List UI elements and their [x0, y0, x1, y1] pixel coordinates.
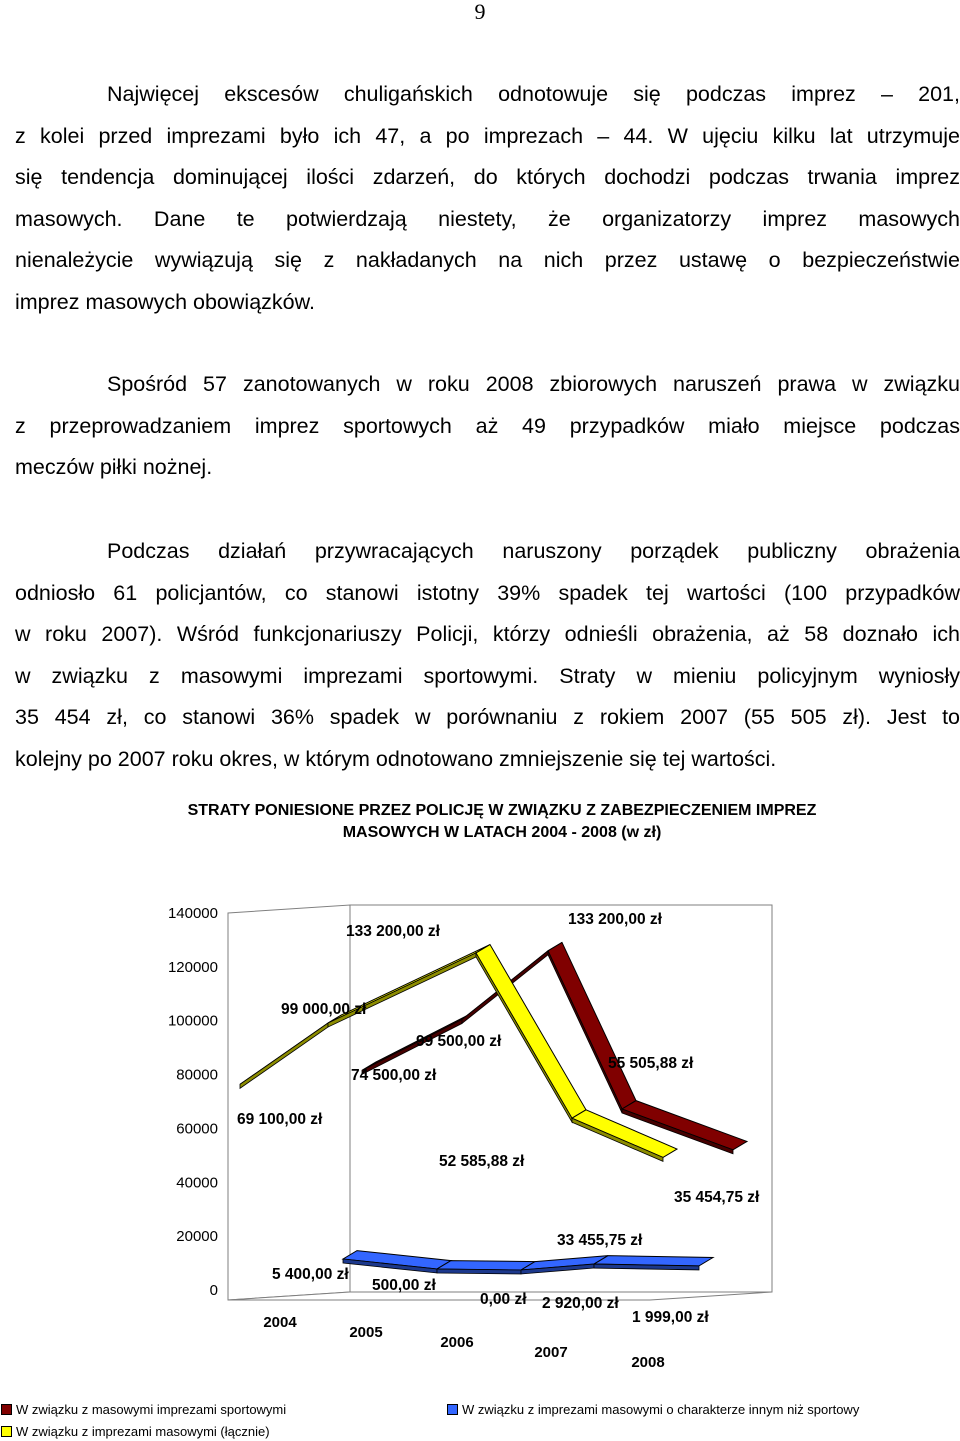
- series-ribbon-top: [437, 1261, 535, 1270]
- paragraph-2: [15, 364, 960, 489]
- legend-label: W związku z imprezami masowymi o charakterze innym niż sportowy: [462, 1402, 860, 1417]
- legend-swatch: [1, 1404, 12, 1415]
- legend-swatch: [447, 1404, 458, 1415]
- y-tick-label: 120000: [167, 958, 218, 976]
- y-tick-label: 140000: [167, 905, 218, 922]
- data-label: 99 500,00 zł: [416, 1033, 502, 1050]
- data-label: 2 920,00 zł: [542, 1295, 619, 1312]
- paragraph-line: imprez masowych obowiązków.: [15, 289, 315, 314]
- legend-label: W związku z masowymi imprezami sportowymi: [16, 1402, 287, 1417]
- page-number: 9: [474, 0, 486, 24]
- chart-title-line: MASOWYCH W LATACH 2004 - 2008 (w zł): [342, 824, 662, 841]
- paragraph-line: 35 454 zł, co stanowi 36% spadek w porównaniu z rokiem 2007 (55 505 zł). Jest to: [15, 705, 960, 729]
- y-tick-label: 20000: [176, 1228, 218, 1246]
- x-tick-label: 2004: [263, 1314, 297, 1331]
- legend-item-total: [1, 1424, 270, 1440]
- paragraph-line: Najwięcej ekscesów chuligańskich odnotowuje się podczas imprez – 201,: [107, 82, 960, 106]
- paragraph-line: kolejny po 2007 roku okres, w którym odnotowano zmniejszenie się tej wartości.: [15, 746, 777, 771]
- data-label: 55 505,88 zł: [608, 1055, 694, 1072]
- legend-swatch: [1, 1426, 12, 1437]
- legend-item-sports: [1, 1402, 286, 1418]
- x-tick-label: 2007: [534, 1344, 568, 1361]
- data-label: 35 454,75 zł: [674, 1189, 760, 1206]
- paragraph-line: Podczas działań przywracających naruszony porządek publiczny obrażenia: [107, 539, 960, 563]
- paragraph-line: Spośród 57 zanotowanych w roku 2008 zbiorowych naruszeń prawa w związku: [107, 372, 960, 396]
- paragraph-line: z przeprowadzaniem imprez sportowych aż 49 przypadków miało miejsce podczas: [15, 413, 960, 438]
- paragraph-line: się tendencja dominującej ilości zdarzeń, do których dochodzi podczas trwania imprez: [15, 165, 960, 189]
- paragraph-line: z kolei przed imprezami było ich 47, a po imprezach – 44. W ujęciu kilku lat utrzymuje: [15, 123, 960, 148]
- paragraph-line: nienależycie wywiązują się z nakładanych na nich przez ustawę o bezpieczeństwie: [15, 248, 960, 272]
- data-label: 69 100,00 zł: [237, 1111, 323, 1128]
- y-tick-label: 40000: [176, 1174, 218, 1192]
- data-label: 99 000,00 zł: [281, 1001, 367, 1018]
- data-label: 0,00 zł: [480, 1291, 527, 1308]
- legend-label: W związku z imprezami masowymi (łącznie): [16, 1424, 270, 1439]
- paragraph-line: masowych. Dane te potwierdzają niestety, że organizatorzy imprez masowych: [15, 206, 960, 231]
- paragraph-line: w roku 2007). Wśród funkcjonariuszy Policji, którzy odnieśli obrażenia, aż 58 doznało ich: [15, 622, 960, 646]
- chart-title-line: STRATY PONIESIONE PRZEZ POLICJĘ W ZWIĄZKU Z ZABEZPIECZENIEM IMPREZ: [187, 802, 817, 819]
- data-label: 133 200,00 zł: [568, 911, 662, 928]
- y-tick-label: 60000: [176, 1120, 218, 1138]
- x-tick-label: 2008: [631, 1354, 665, 1371]
- data-label: 33 455,75 zł: [557, 1232, 643, 1249]
- legend-item-non-sports: [447, 1402, 859, 1418]
- paragraph-line: w związku z masowymi imprezami sportowymi. Straty w mieniu policyjnym wyniosły: [15, 663, 960, 688]
- data-label: 74 500,00 zł: [351, 1067, 437, 1084]
- losses-chart: [0, 880, 960, 1380]
- y-tick-label: 80000: [176, 1066, 218, 1084]
- y-tick-label: 0: [209, 1282, 218, 1299]
- paragraph-line: odniosło 61 policjantów, co stanowi istotny 39% spadek tej wartości (100 przypadków: [15, 580, 960, 605]
- x-tick-label: 2005: [349, 1324, 383, 1341]
- paragraph-3: [15, 531, 960, 780]
- data-label: 52 585,88 zł: [439, 1153, 525, 1170]
- y-tick-label: 100000: [167, 1012, 218, 1030]
- data-label: 1 999,00 zł: [632, 1309, 709, 1326]
- chart-title: [0, 800, 960, 844]
- chart-side-wall: [228, 905, 350, 1300]
- data-label: 133 200,00 zł: [346, 923, 440, 940]
- data-label: 500,00 zł: [372, 1277, 436, 1294]
- x-tick-label: 2006: [440, 1334, 474, 1351]
- data-label: 5 400,00 zł: [272, 1266, 349, 1283]
- paragraph-line: meczów piłki nożnej.: [15, 455, 213, 479]
- paragraph-1: [15, 74, 960, 323]
- series-ribbon-side: [437, 1269, 521, 1274]
